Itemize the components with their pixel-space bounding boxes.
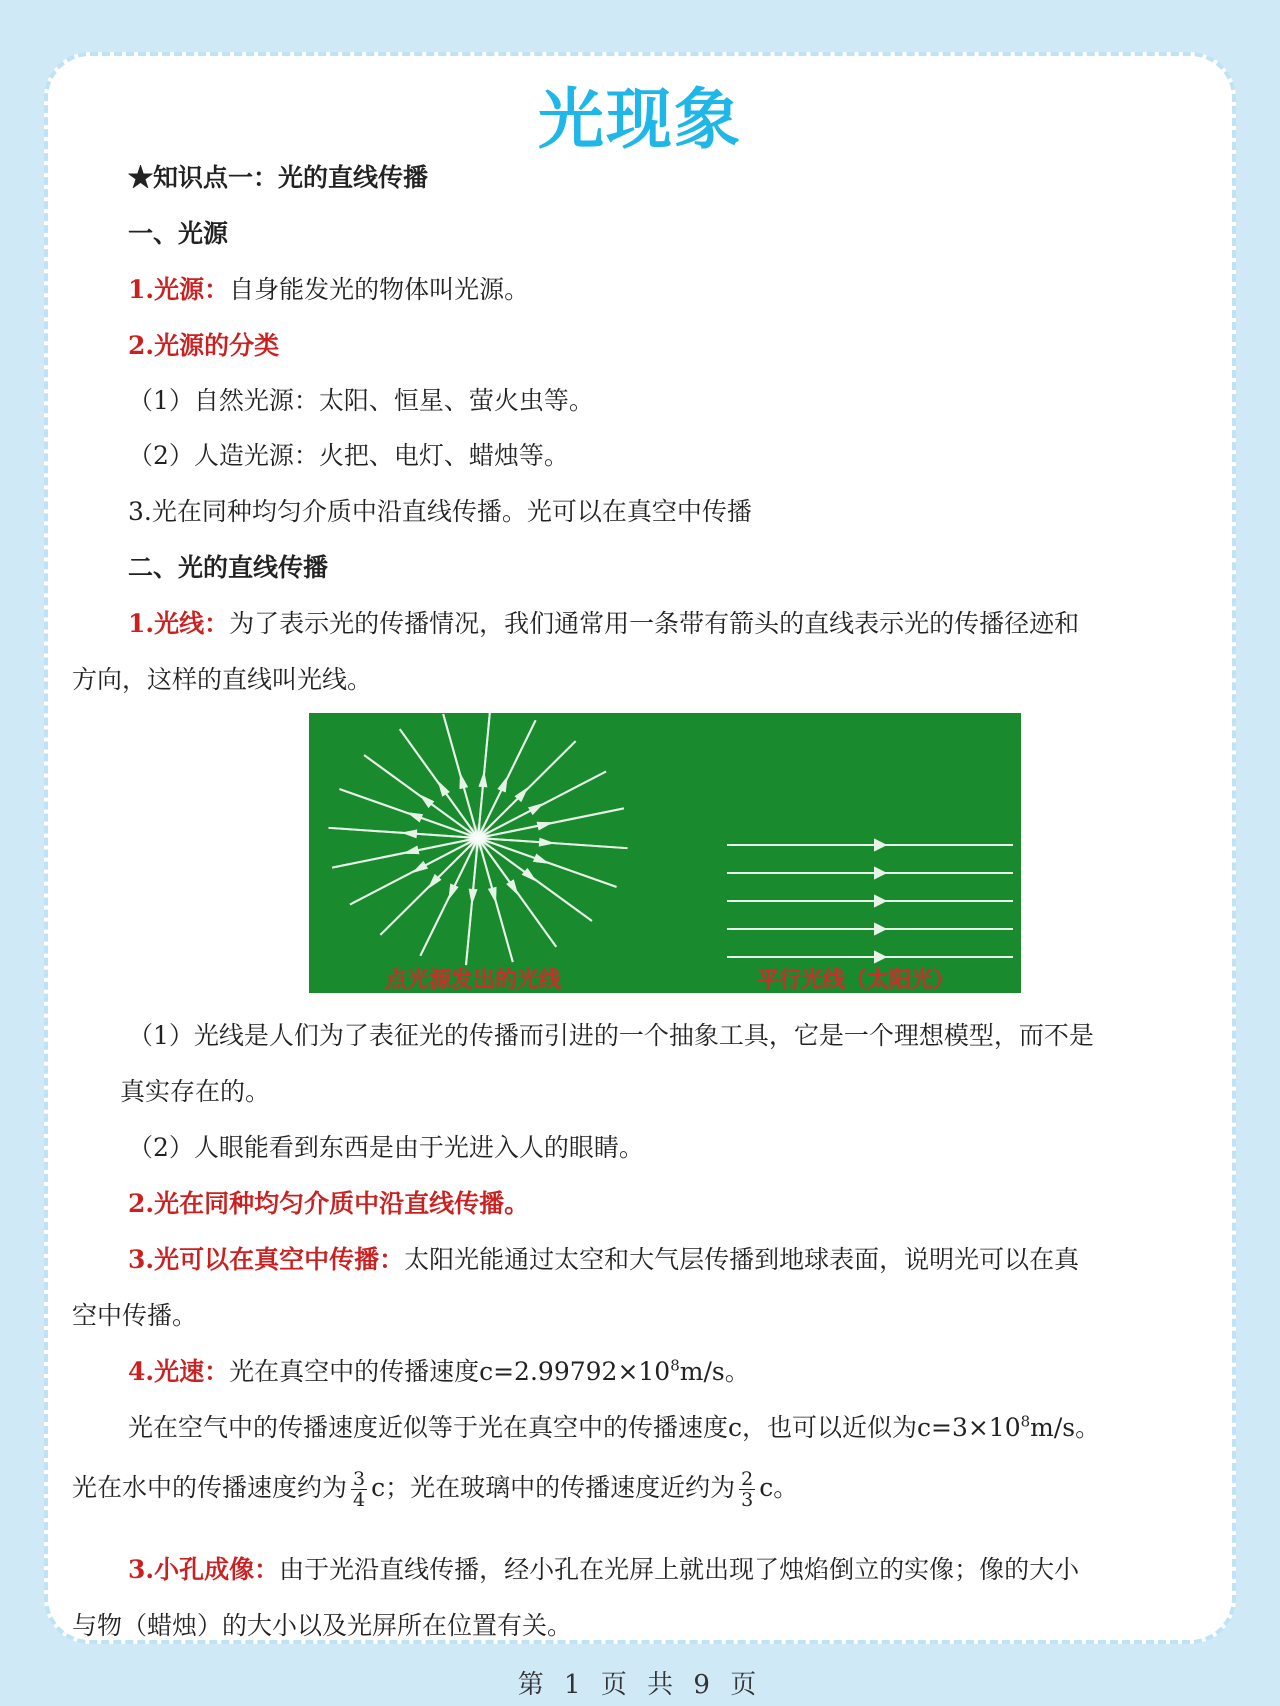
text-vacuum-2: 空中传播。 (72, 1301, 198, 1330)
text-speed-glass: c；光在玻璃中的传播速度近约为 (371, 1473, 736, 1502)
ray-arrowhead (534, 855, 545, 862)
text-pinhole-1: 由于光沿直线传播，经小孔在光屏上就出现了烛焰倒立的实像；像的大小 (279, 1555, 1080, 1584)
paragraph-light-ray (128, 604, 1280, 640)
light-ray-diagram (309, 713, 1021, 993)
fraction-glass-denominator: 3 (741, 1489, 754, 1511)
note-2: （2）人眼能看到东西是由于光进入人的眼睛。 (128, 1133, 644, 1162)
text-light-ray-2: 方向，这样的直线叫光线。 (72, 665, 373, 694)
text-pinhole-2: 与物（蜡烛）的大小以及光屏所在位置有关。 (72, 1611, 573, 1640)
note-1-line-1: （1）光线是人们为了表征光的传播而引进的一个抽象工具，它是一个理想模型，而不是 (128, 1021, 1094, 1050)
ray-arrowhead (440, 784, 448, 795)
label-light-ray: 1.光线： (128, 609, 230, 638)
ray-arrowhead (875, 952, 885, 962)
ray-arrowhead (450, 885, 457, 896)
paragraph-speed-air (128, 1408, 1280, 1444)
unit-vacuum: m/s。 (679, 1357, 750, 1386)
point-light-source (464, 824, 492, 852)
text-speed-glass-end: c。 (759, 1473, 799, 1502)
label-uniform-medium: 2.光在同种均匀介质中沿直线传播。 (128, 1189, 530, 1218)
page-footer: 第 1 页 共 9 页 (517, 1670, 763, 1700)
label-light-source: 1.光源： (128, 275, 230, 304)
paragraph-pinhole (128, 1550, 1280, 1586)
fraction-glass (739, 1469, 755, 1510)
ray-arrowhead (508, 881, 516, 892)
exponent-air: 8 (1020, 1412, 1031, 1431)
ray-arrowhead (461, 776, 467, 788)
paragraph-vacuum (128, 1240, 1280, 1276)
parallel-rays (727, 840, 1013, 962)
ray-arrowhead (538, 823, 550, 829)
paragraph-light-source (128, 270, 1280, 306)
ray-arrowhead (405, 831, 416, 837)
page-title: 光现象 (538, 81, 742, 158)
ray-arrowhead (516, 790, 526, 800)
subheading-straight-propagation: 二、光的直线传播 (128, 553, 329, 582)
label-speed-of-light: 4.光速： (128, 1357, 230, 1386)
ray-arrowhead (499, 779, 506, 790)
text-light-source: 自身能发光的物体叫光源。 (229, 275, 530, 304)
paragraph-speed-water-glass (72, 1468, 1280, 1510)
caption-point-source: 点光源发出的光线 (385, 968, 562, 993)
knowledge-point-heading: ★知识点一：光的直线传播 (128, 163, 429, 192)
natural-sources: （1）自然光源：太阳、恒星、萤火虫等。 (128, 386, 594, 415)
text-speed-vacuum: 光在真空中的传播速度c=2.99792×10 (229, 1357, 671, 1386)
caption-parallel-rays: 平行光线（太阳光） (757, 968, 956, 993)
ray-arrowhead (407, 847, 419, 853)
ray-arrowhead (875, 868, 885, 878)
straight-line-statement: 3.光在同种均匀介质中沿直线传播。光可以在真空中传播 (128, 497, 752, 526)
fraction-glass-numerator: 2 (741, 1468, 754, 1490)
light-ray-figure (309, 713, 1021, 993)
label-vacuum: 3.光可以在真空中传播： (128, 1245, 405, 1274)
ray-arrowhead (480, 775, 486, 786)
subheading-light-source: 一、光源 (128, 219, 229, 248)
ray-arrowhead (489, 888, 495, 900)
exponent-vacuum: 8 (670, 1356, 680, 1375)
fraction-water (351, 1469, 367, 1510)
ray-arrowhead (410, 814, 421, 821)
label-pinhole: 3.小孔成像： (128, 1555, 280, 1584)
fraction-water-numerator: 3 (353, 1468, 366, 1490)
ray-arrowhead (523, 870, 533, 880)
ray-arrowhead (530, 805, 541, 813)
ray-arrowhead (875, 924, 885, 934)
ray-arrowhead (415, 863, 426, 871)
unit-air: m/s。 (1030, 1413, 1101, 1442)
note-1-line-2: 真实存在的。 (120, 1077, 271, 1106)
ray-arrowhead (875, 840, 885, 850)
ray-arrowhead (430, 876, 440, 886)
label-classification: 2.光源的分类 (128, 331, 280, 360)
fraction-water-denominator: 4 (353, 1489, 366, 1511)
text-speed-water: 光在水中的传播速度约为 (72, 1473, 348, 1502)
artificial-sources: （2）人造光源：火把、电灯、蜡烛等。 (128, 441, 569, 470)
text-speed-air: 光在空气中的传播速度近似等于光在真空中的传播速度c，也可以近似为c=3×10 (128, 1413, 1021, 1442)
ray-arrowhead (470, 890, 476, 901)
ray-arrowhead (422, 797, 432, 807)
text-light-ray-1: 为了表示光的传播情况，我们通常用一条带有箭头的直线表示光的传播径迹和 (229, 609, 1080, 638)
text-vacuum-1: 太阳光能通过太空和大气层传播到地球表面，说明光可以在真 (404, 1245, 1080, 1274)
ray-arrowhead (540, 839, 551, 845)
ray-arrowhead (875, 896, 885, 906)
paragraph-speed-of-light (128, 1352, 1280, 1388)
